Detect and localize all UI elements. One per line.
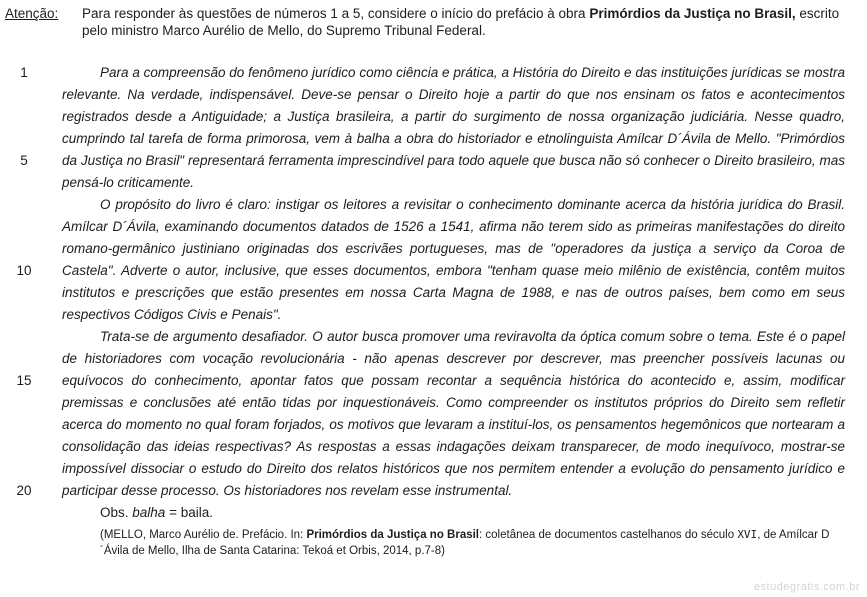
attention-instruction [82,6,847,39]
attention-header [5,6,847,39]
line-number: 5 [20,153,28,168]
line-number: 10 [16,263,32,278]
passage-paragraph: Trata-se de argumento desafiador. O autor busca promover uma reviravolta da óptica comum sobre o tema. Este é o papel de historiadores com vocação revolucionária - não apenas descrever por descrever, mas preencher possíveis lacunas ou equívocos do conhecimento, apontar fatos que possam recontar a sequência histórica do acontecido e, assim, modificar premissas e conclusões até então tidas por inquestionáveis. Como compreender os institutos próprios do Direito sem refletir acerca do momento no qual foram forjados, os motivos que levaram a instituí-los, os pensamentos hegemônicos que nortearam a consolidação das ideias respectivas? As respostas a essas indagações deixam transparecer, de modo inequívoco, mostrar-se impossível dissociar o estudo do Direito dos relatos históricos que nos permitem entender a evolução do pensamento jurídico e participar desse processo. Os historiadores nos revelam esse instrumental. [62,329,845,498]
attention-label: Atenção: [5,6,59,21]
note-pre: Obs. [100,505,133,520]
passage-body [62,62,845,524]
instruction-text-post: escrito pelo ministro Marco Aurélio de Mello, do Supremo Tribunal Federal. [82,6,840,38]
watermark: estudegratis.com.br [753,581,860,593]
citation-mid: : coletânea de documentos castelhanos do século [479,529,738,541]
citation-century: XVI [737,528,758,541]
line-number: 1 [20,65,28,80]
passage-paragraph: Para a compreensão do fenômeno jurídico como ciência e prática, a História do Direito e das instituições jurídicas se mostra relevante. Na verdade, indispensável. Deve-se pensar o Direito hoje a partir do que nos ensinam os fatos e acontecimentos registrados desde a Antiguidade; a Justiça brasileira, a partir do surgimento de nossa organização judiciária. Nesse quadro, cumprindo tal tarefa de forma primorosa, vem à balha a obra do historiador e etnolinguista Amílcar D´Ávila de Mello. "Primórdios da Justiça no Brasil" representará ferramenta imprescindível para todo aquele que busca não só conhecer o Direito brasileiro, mas pensá-lo criticamente. [62,65,845,190]
note-post: = baila. [165,505,213,520]
citation-pre: (MELLO, Marco Aurélio de. Prefácio. In: [100,529,307,541]
line-number-gutter [6,62,42,522]
line-number: 15 [16,373,32,388]
instruction-text-pre: Para responder às questões de números 1 a 5, considere o início do prefácio à obra [82,6,590,21]
line-number: 20 [16,483,32,498]
note-term: balha [132,505,166,520]
note-line [62,502,845,524]
citation-post: , de Amílcar D´Ávila de Mello, Ilha de Santa Catarina: Tekoá et Orbis, 2014, p.7-8) [100,529,830,557]
citation [100,527,848,559]
passage-paragraph: O propósito do livro é claro: instigar os leitores a revisitar o conhecimento dominante acerca da história jurídica do Brasil. Amílcar D´Ávila, examinando documentos datados de 1526 a 1541, afirma não terem sido as primeiras manifestações do direito romano-germânico justiniano originadas dos escrivães portugueses, mas de "operadores da justiça a serviço da Coroa de Castela". Adverte o autor, inclusive, que esses documentos, embora "tenham quase meio milênio de existência, contêm muitos institutos e prescrições que estão presentes em nossa Carta Magna de 1988, e nas de outros países, bem como em seus respectivos Códigos Civis e Penais". [62,197,845,322]
instruction-book-title: Primórdios da Justiça no Brasil, [589,6,796,21]
citation-book-title: Primórdios da Justiça no Brasil [306,529,480,541]
